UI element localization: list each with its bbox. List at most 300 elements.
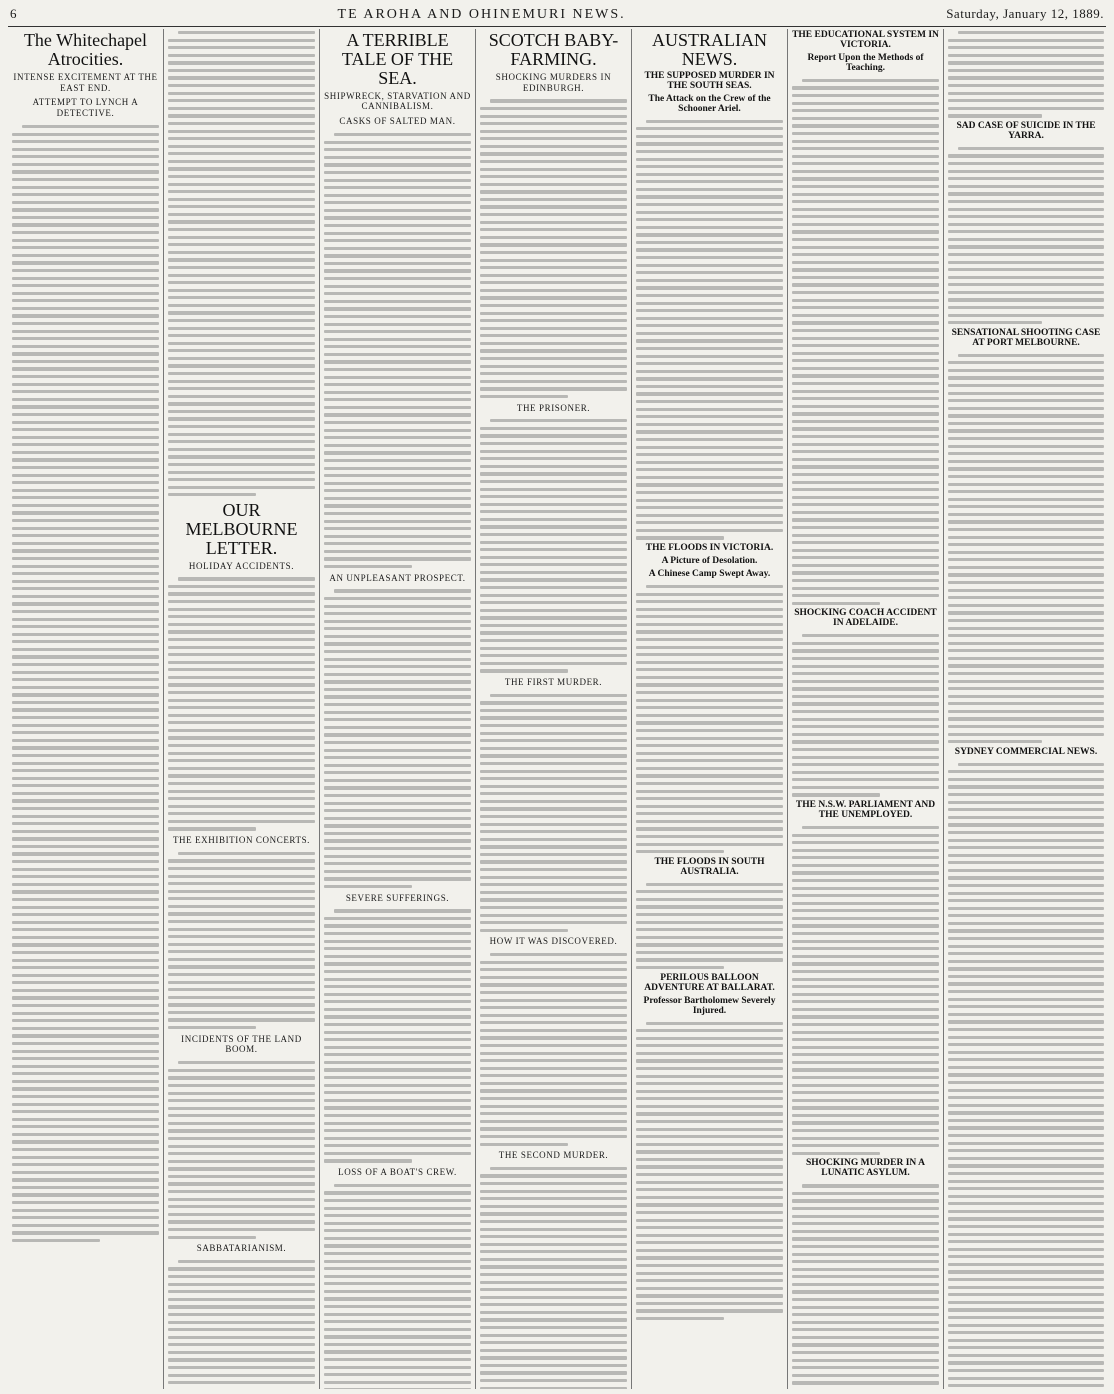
text-line (324, 285, 471, 288)
text-line (636, 362, 783, 365)
text-line (636, 218, 783, 221)
text-line (12, 246, 159, 249)
text-line (636, 1272, 783, 1275)
text-line (168, 827, 256, 830)
article-body (636, 583, 783, 853)
text-line (324, 1076, 471, 1079)
text-line (168, 364, 315, 367)
text-line (792, 856, 939, 859)
text-line (480, 107, 627, 110)
text-line (948, 808, 1104, 811)
text-line (324, 383, 471, 386)
text-line (168, 334, 315, 337)
text-line (12, 792, 159, 795)
text-line (168, 905, 315, 908)
text-line (324, 985, 471, 988)
text-line (12, 928, 159, 931)
text-line (636, 1264, 783, 1267)
text-line (636, 1188, 783, 1191)
text-line (792, 526, 939, 529)
text-line (948, 1377, 1104, 1380)
headline: A Picture of Desolation. (661, 556, 758, 566)
text-line (324, 186, 471, 189)
text-line (792, 155, 939, 158)
text-line (324, 292, 471, 295)
text-line (12, 322, 159, 325)
text-line (324, 1091, 471, 1094)
text-line (168, 1182, 315, 1185)
text-line (636, 1158, 783, 1161)
text-line (948, 1301, 1104, 1304)
text-line (324, 444, 471, 447)
text-line (480, 571, 627, 574)
text-line (168, 600, 315, 603)
text-line (324, 1260, 471, 1263)
text-line (636, 279, 783, 282)
text-line (324, 1099, 471, 1102)
text-line (178, 852, 315, 855)
text-line (792, 657, 939, 660)
text-line (12, 542, 159, 545)
text-line (324, 1350, 471, 1353)
text-line (636, 812, 783, 815)
text-line (168, 175, 315, 178)
text-line (948, 298, 1104, 301)
text-line (168, 752, 315, 755)
text-line (324, 962, 471, 965)
text-line (324, 216, 471, 219)
text-line (948, 392, 1104, 395)
text-line (948, 245, 1104, 248)
text-line (792, 253, 939, 256)
text-line (948, 1164, 1104, 1167)
text-line (168, 630, 315, 633)
text-line (324, 232, 471, 235)
text-line (636, 1143, 783, 1146)
text-line (636, 468, 783, 471)
text-line (168, 1305, 315, 1308)
text-line (792, 200, 939, 203)
text-line (12, 815, 159, 818)
text-line (636, 1226, 783, 1229)
text-line (168, 790, 315, 793)
text-line (168, 805, 315, 808)
text-line (324, 688, 471, 691)
text-line (480, 754, 627, 757)
text-line (646, 120, 783, 123)
text-line (948, 907, 1104, 910)
text-line (12, 405, 159, 408)
text-line (168, 183, 315, 186)
headline: AUSTRALIAN NEWS. (652, 30, 767, 69)
text-line (480, 991, 627, 994)
text-line (12, 451, 159, 454)
text-line (792, 702, 939, 705)
text-line (12, 943, 159, 946)
text-line (12, 1087, 159, 1090)
text-line (12, 1148, 159, 1151)
text-line (480, 1044, 627, 1047)
text-line (12, 610, 159, 613)
text-line (636, 1075, 783, 1078)
text-line (948, 361, 1104, 364)
text-line (324, 932, 471, 935)
text-line (948, 1126, 1104, 1129)
text-line (948, 839, 1104, 842)
text-line (792, 1068, 939, 1071)
text-line (168, 623, 315, 626)
text-line (324, 665, 471, 668)
text-line (792, 291, 939, 294)
text-line (636, 936, 783, 939)
text-line (168, 1205, 315, 1208)
text-line (12, 163, 159, 166)
text-line (324, 711, 471, 714)
text-line (480, 1135, 627, 1138)
text-line (480, 1120, 627, 1123)
text-line (12, 655, 159, 658)
text-line (168, 349, 315, 352)
text-line (480, 296, 627, 299)
text-line (168, 61, 315, 64)
text-line (12, 413, 159, 416)
text-line (168, 448, 315, 451)
text-line (480, 1052, 627, 1055)
text-line (168, 311, 315, 314)
text-line (636, 1097, 783, 1100)
text-line (480, 387, 627, 390)
text-line (168, 357, 315, 360)
text-line (324, 520, 471, 523)
text-line (480, 289, 627, 292)
text-line (168, 228, 315, 231)
text-line (490, 694, 627, 697)
text-line (792, 382, 939, 385)
text-line (168, 1107, 315, 1110)
subheading: THE PRISONER. (516, 402, 591, 413)
text-line (948, 114, 1042, 117)
text-line (636, 317, 783, 320)
text-line (324, 1023, 471, 1026)
text-line (948, 230, 1104, 233)
text-line (168, 965, 315, 968)
text-line (12, 345, 159, 348)
text-line (636, 248, 783, 251)
text-line (948, 627, 1104, 630)
text-line (12, 277, 159, 280)
text-line (168, 137, 315, 140)
text-line (948, 1324, 1104, 1327)
text-line (636, 752, 783, 755)
text-line (168, 190, 315, 193)
text-line (324, 1366, 471, 1369)
text-line (480, 518, 627, 521)
article-body (324, 1182, 471, 1389)
text-line (636, 1090, 783, 1093)
headline: A Chinese Camp Swept Away. (648, 568, 771, 579)
text-line (324, 391, 471, 394)
text-line (168, 402, 315, 405)
text-line (324, 360, 471, 363)
text-line (480, 1250, 627, 1253)
text-line (636, 1067, 783, 1070)
text-line (12, 231, 159, 234)
text-line (168, 114, 315, 117)
text-line (792, 1222, 939, 1225)
text-line (324, 338, 471, 341)
text-line (792, 649, 939, 652)
text-line (480, 1074, 627, 1077)
text-line (802, 826, 939, 829)
article-body (792, 824, 939, 1155)
text-line (636, 286, 783, 289)
text-line (636, 1173, 783, 1176)
text-line (12, 762, 159, 765)
text-line (480, 762, 627, 765)
text-line (792, 246, 939, 249)
text-line (480, 190, 627, 193)
text-line (324, 1290, 471, 1293)
text-line (12, 1065, 159, 1068)
text-line (168, 1283, 315, 1286)
column-3 (320, 29, 476, 1389)
text-line (12, 352, 159, 355)
text-line (480, 152, 627, 155)
text-line (324, 1214, 471, 1217)
text-line (12, 746, 159, 749)
text-line (636, 759, 783, 762)
text-line (168, 943, 315, 946)
text-line (792, 680, 939, 683)
text-line (480, 624, 627, 627)
text-line (480, 1364, 627, 1367)
text-line (948, 619, 1104, 622)
text-line (324, 163, 471, 166)
text-line (12, 648, 159, 651)
text-line (480, 898, 627, 901)
article-body (480, 417, 627, 672)
text-line (324, 1114, 471, 1117)
text-line (480, 770, 627, 773)
text-line (12, 1216, 159, 1219)
text-line (168, 950, 315, 953)
text-line (12, 587, 159, 590)
text-line (948, 846, 1104, 849)
text-line (480, 747, 627, 750)
text-line (636, 233, 783, 236)
text-line (480, 594, 627, 597)
text-line (792, 147, 939, 150)
text-line (168, 676, 315, 679)
text-line (792, 1260, 939, 1263)
article-body (168, 1258, 315, 1389)
text-line (948, 778, 1104, 781)
text-line (12, 1163, 159, 1166)
text-line (12, 261, 159, 264)
text-line (948, 854, 1104, 857)
text-line (334, 909, 471, 912)
article-body (480, 692, 627, 932)
text-line (480, 1311, 627, 1314)
text-line (324, 1267, 471, 1270)
text-line (12, 572, 159, 575)
text-line (12, 724, 159, 727)
text-line (948, 505, 1104, 508)
text-line (480, 1205, 627, 1208)
text-line (12, 936, 159, 939)
text-line (948, 869, 1104, 872)
text-line (324, 1282, 471, 1285)
text-line (792, 718, 939, 721)
text-line (636, 1037, 783, 1040)
text-line (792, 109, 939, 112)
text-line (792, 564, 939, 567)
text-line (792, 985, 939, 988)
text-line (12, 966, 159, 969)
text-line (792, 534, 939, 537)
text-line (948, 604, 1104, 607)
text-line (948, 884, 1104, 887)
text-line (480, 137, 627, 140)
text-line (324, 1084, 471, 1087)
text-line (12, 799, 159, 802)
text-line (636, 408, 783, 411)
text-line (168, 342, 315, 345)
text-line (12, 777, 159, 780)
text-line (636, 905, 783, 908)
text-line (792, 887, 939, 890)
text-line (948, 816, 1104, 819)
text-line (324, 1000, 471, 1003)
text-line (168, 920, 315, 923)
text-line (480, 921, 627, 924)
text-line (480, 739, 627, 742)
text-line (948, 975, 1104, 978)
text-line (480, 609, 627, 612)
text-line (480, 785, 627, 788)
text-line (480, 304, 627, 307)
text-line (12, 989, 159, 992)
text-line (480, 716, 627, 719)
text-line (168, 327, 315, 330)
text-line (12, 375, 159, 378)
text-line (12, 474, 159, 477)
text-line (948, 1286, 1104, 1289)
text-line (480, 891, 627, 894)
text-line (948, 69, 1104, 72)
text-line (12, 330, 159, 333)
text-line (168, 319, 315, 322)
text-line (948, 1225, 1104, 1228)
text-line (636, 913, 783, 916)
text-line (324, 1305, 471, 1308)
text-line (792, 1290, 939, 1293)
text-line (168, 782, 315, 785)
text-line (948, 467, 1104, 470)
text-line (792, 496, 939, 499)
text-line (324, 368, 471, 371)
subheading: HOLIDAY ACCIDENTS. (188, 560, 295, 571)
text-line (792, 193, 939, 196)
article-body (168, 1059, 315, 1238)
text-line (12, 314, 159, 317)
text-line (636, 195, 783, 198)
text-line (948, 566, 1104, 569)
headline: THE N.S.W. PARLIAMENT AND THE UNEMPLOYED. (795, 800, 936, 820)
text-line (948, 1361, 1104, 1364)
text-line (168, 1351, 315, 1354)
text-line (636, 271, 783, 274)
text-line (948, 200, 1104, 203)
text-line (480, 1296, 627, 1299)
text-line (948, 861, 1104, 864)
text-line (168, 274, 315, 277)
text-line (948, 596, 1104, 599)
text-line (948, 1369, 1104, 1372)
text-line (948, 680, 1104, 683)
text-line (948, 672, 1104, 675)
article-body (168, 29, 315, 496)
text-line (802, 1184, 939, 1187)
text-line (480, 1265, 627, 1268)
text-line (168, 867, 315, 870)
text-line (12, 890, 159, 893)
text-line (324, 550, 471, 553)
text-line (168, 653, 315, 656)
text-line (948, 1073, 1104, 1076)
text-line (792, 541, 939, 544)
text-line (792, 1192, 939, 1195)
text-line (636, 385, 783, 388)
text-line (480, 221, 627, 224)
text-line (792, 970, 939, 973)
text-line (792, 1237, 939, 1240)
text-line (324, 824, 471, 827)
text-line (948, 261, 1104, 264)
text-line (948, 1202, 1104, 1205)
text-line (636, 630, 783, 633)
text-line (480, 616, 627, 619)
text-line (636, 377, 783, 380)
text-line (12, 754, 159, 757)
text-line (324, 1191, 471, 1194)
article-body (792, 77, 939, 605)
text-line (636, 1241, 783, 1244)
text-line (792, 1046, 939, 1049)
text-line (168, 1011, 315, 1014)
text-line (12, 1118, 159, 1121)
text-line (948, 192, 1104, 195)
headline: THE SUPPOSED MURDER IN THE SOUTH SEAS. (644, 70, 775, 91)
text-line (958, 147, 1104, 150)
text-line (636, 820, 783, 823)
text-line (948, 899, 1104, 902)
text-line (792, 687, 939, 690)
text-line (636, 1052, 783, 1055)
text-line (792, 940, 939, 943)
text-line (792, 1313, 939, 1316)
text-line (948, 185, 1104, 188)
text-line (480, 860, 627, 863)
text-line (168, 167, 315, 170)
text-line (792, 841, 939, 844)
text-line (948, 460, 1104, 463)
text-line (948, 649, 1104, 652)
text-line (636, 668, 783, 671)
text-line (480, 541, 627, 544)
text-line (480, 983, 627, 986)
text-line (324, 1199, 471, 1202)
